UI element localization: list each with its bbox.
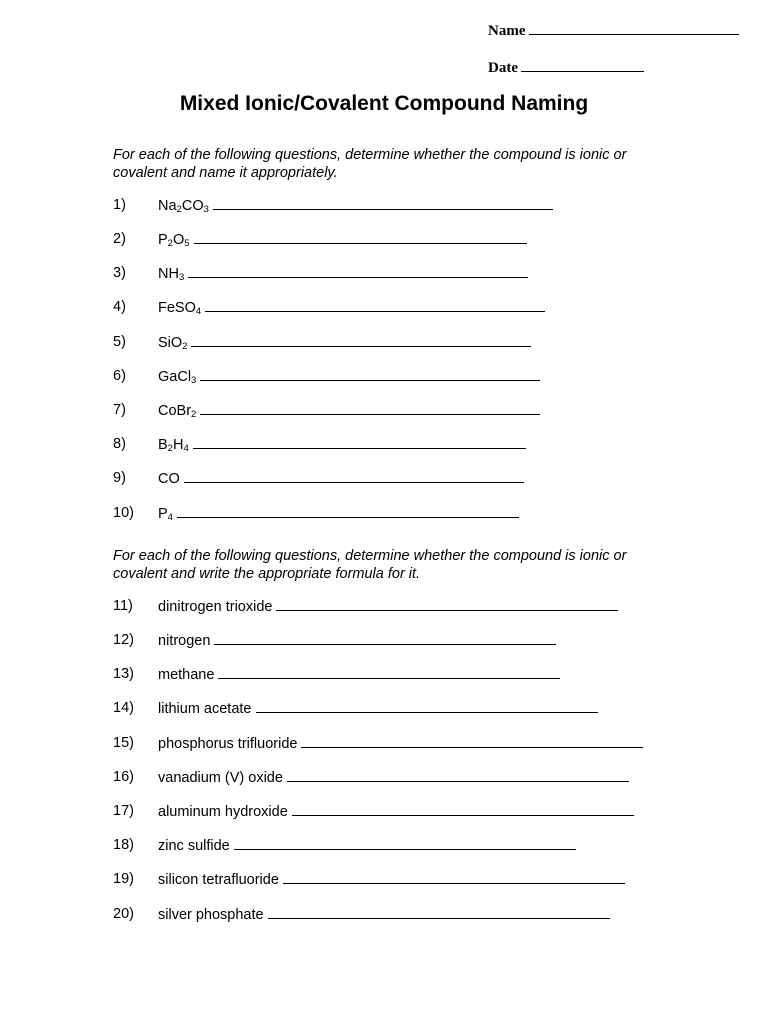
question-number: 8) [113,436,126,452]
answer-line[interactable] [191,333,531,347]
formula-element: FeSO [158,300,196,316]
compound-name: aluminum hydroxide [158,804,288,820]
question-number: 4) [113,299,126,315]
compound-formula [158,266,184,282]
answer-line[interactable] [200,401,540,415]
formula-subscript: 4 [167,512,173,523]
answer-line[interactable] [287,768,629,782]
formula-element: NH [158,266,179,282]
question-number: 14) [113,700,134,716]
answer-line[interactable] [218,665,560,679]
question-number: 19) [113,871,134,887]
question-number: 17) [113,803,134,819]
compound-formula [158,471,180,487]
question-number: 10) [113,505,134,521]
compound-name: nitrogen [158,633,211,649]
question-number: 2) [113,231,126,247]
compound-formula [158,232,190,248]
question-body [158,504,519,525]
formula-element: CoBr [158,403,192,419]
formula-subscript: 3 [203,204,209,215]
answer-line[interactable] [283,870,625,884]
question-body [158,631,556,650]
question-number: 7) [113,402,126,418]
question-number: 12) [113,632,134,648]
compound-name: phosphorus trifluoride [158,736,298,752]
question-body [158,196,553,217]
compound-formula [158,403,196,419]
answer-line[interactable] [193,435,526,449]
page-title: Mixed Ionic/Covalent Compound Naming [179,92,589,115]
question-number: 6) [113,368,126,384]
question-body [158,665,560,684]
compound-name: vanadium (V) oxide [158,770,283,786]
question-number: 11) [113,598,133,614]
answer-line[interactable] [234,836,576,850]
question-number: 5) [113,334,126,350]
formula-subscript: 4 [195,306,202,317]
name-blank[interactable] [529,20,739,35]
formula-subscript: 4 [183,443,189,454]
answer-line[interactable] [268,905,610,919]
question-body [158,333,531,354]
question-body [158,870,625,889]
question-body [158,802,634,821]
section1-instructions: For each of the following questions, determine whether the compound is ionic or covalent and name it appropriately. [113,147,627,181]
name-field[interactable] [488,20,739,40]
question-number: 9) [113,470,126,486]
answer-line[interactable] [188,264,528,278]
formula-element: B [158,437,168,453]
formula-element: P [158,232,168,248]
answer-line[interactable] [177,504,519,518]
question-body [158,836,576,855]
compound-formula [158,300,201,316]
question-number: 1) [113,197,126,213]
formula-subscript: 2 [167,443,173,454]
question-body [158,597,618,616]
formula-element: O [172,232,185,248]
answer-line[interactable] [213,196,553,210]
question-number: 18) [113,837,134,853]
answer-line[interactable] [200,367,540,381]
answer-line[interactable] [301,734,643,748]
formula-element: Na [158,198,177,214]
question-number: 13) [113,666,134,682]
answer-line[interactable] [214,631,556,645]
section2-instructions: For each of the following questions, determine whether the compound is ionic or covalent and write the appropriate formula for it. [113,548,627,582]
compound-name: silver phosphate [158,907,264,923]
compound-formula [158,506,173,522]
question-body [158,401,540,422]
compound-name: lithium acetate [158,701,252,717]
question-body [158,435,526,456]
formula-subscript: 5 [184,238,190,249]
formula-element: CO [158,471,180,487]
question-number: 15) [113,735,134,751]
formula-element: SiO [158,335,183,351]
name-label: Name [488,23,526,39]
question-body [158,768,629,787]
question-body [158,367,540,388]
formula-subscript: 3 [191,375,197,386]
formula-subscript: 2 [176,204,182,215]
question-body [158,905,610,924]
compound-name: zinc sulfide [158,838,230,854]
question-number: 16) [113,769,134,785]
question-number: 3) [113,265,126,281]
answer-line[interactable] [276,597,618,611]
date-field[interactable] [488,57,644,77]
answer-line[interactable] [256,699,598,713]
question-body [158,469,524,488]
question-body [158,699,598,718]
compound-formula [158,198,209,214]
question-body [158,734,643,753]
answer-line[interactable] [184,469,524,483]
answer-line[interactable] [205,298,545,312]
formula-subscript: 2 [167,238,173,249]
question-body [158,230,527,251]
question-body [158,264,528,285]
compound-formula [158,437,189,453]
compound-name: methane [158,667,215,683]
formula-subscript: 2 [182,341,188,352]
answer-line[interactable] [292,802,634,816]
formula-subscript: 3 [178,272,185,283]
formula-element: GaCl [158,369,192,385]
date-blank[interactable] [521,57,644,72]
formula-element: CO [181,198,204,214]
compound-formula [158,369,196,385]
date-label: Date [488,60,518,76]
formula-subscript: 2 [191,409,197,420]
answer-line[interactable] [194,230,527,244]
compound-formula [158,335,187,351]
question-number: 20) [113,906,134,922]
formula-element: H [172,437,184,453]
compound-name: dinitrogen trioxide [158,599,273,615]
formula-element: P [158,506,168,522]
compound-name: silicon tetrafluoride [158,872,279,888]
question-body [158,298,545,319]
